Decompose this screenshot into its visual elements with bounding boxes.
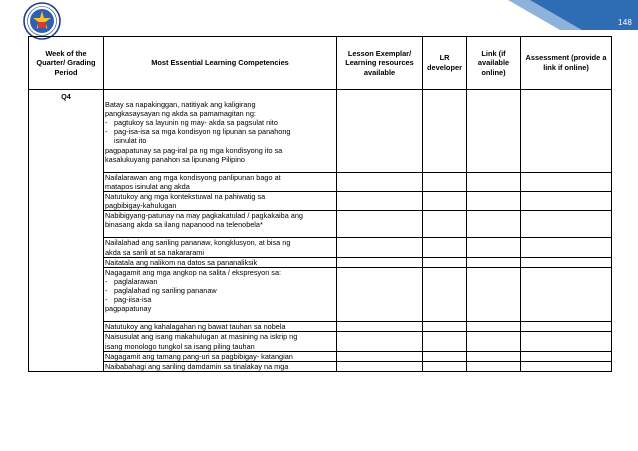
competency-line <box>105 342 335 351</box>
table-row <box>29 90 612 173</box>
empty-cell <box>521 238 612 257</box>
competency-text: Nailalahad ang sariling pananaw, kongklusyon, at bisa ng <box>105 238 291 248</box>
empty-cell <box>521 322 612 332</box>
empty-cell <box>337 238 423 257</box>
empty-cell <box>467 267 521 322</box>
competency-line <box>105 295 335 304</box>
competency-text: Batay sa napakinggan, natitiyak ang kaligirang <box>105 100 256 109</box>
empty-cell <box>423 90 467 173</box>
competency-line <box>105 220 335 237</box>
empty-cell <box>521 332 612 351</box>
competency-line <box>105 268 335 277</box>
empty-cell <box>337 257 423 267</box>
empty-cell <box>337 332 423 351</box>
competency-text: akda sa sarili at sa nakararami <box>105 247 204 257</box>
table-row <box>29 191 612 210</box>
competency-line <box>105 118 335 127</box>
competency-text: Nagagamit ang tamang pang-uri sa pagbibigay- katangian <box>105 351 293 361</box>
column-header-lesson-exemplar: Lesson Exemplar/ Learning resources available <box>337 37 423 90</box>
competency-line <box>105 304 335 321</box>
competency-line <box>105 173 335 182</box>
table-row <box>29 267 612 322</box>
competency-text: kasalukuyang panahon sa lipunang Pilipino <box>105 154 245 164</box>
empty-cell <box>337 90 423 173</box>
empty-cell <box>423 211 467 238</box>
table-row <box>29 322 612 332</box>
empty-cell <box>467 172 521 191</box>
competency-text: pagpapatunay <box>105 304 152 314</box>
competency-line <box>105 362 335 371</box>
empty-cell <box>337 267 423 322</box>
competency-line <box>105 136 335 145</box>
competency-cell <box>104 332 337 351</box>
competency-text: paglalarawan <box>114 276 158 286</box>
empty-cell <box>423 351 467 361</box>
table-row <box>29 361 612 371</box>
table-row <box>29 211 612 238</box>
competency-cell <box>104 90 337 173</box>
competency-cell <box>104 211 337 238</box>
empty-cell <box>521 211 612 238</box>
table-row <box>29 257 612 267</box>
competency-cell <box>104 361 337 371</box>
empty-cell <box>521 351 612 361</box>
table-row <box>29 332 612 351</box>
competency-text: Nailalarawan ang mga kondisyong panlipunan bago at <box>105 172 281 182</box>
bullet-dash: - <box>105 276 108 286</box>
empty-cell <box>521 267 612 322</box>
competency-text: pagtukoy sa layunin ng may- akda sa pagsulat nito <box>114 118 278 128</box>
competency-text: pangkasaysayan ng akda sa pamamagitan ng: <box>105 109 256 119</box>
empty-cell <box>337 211 423 238</box>
column-header-competencies: Most Essential Learning Competencies <box>104 37 337 90</box>
competency-text: pagpapatunay sa pag-iral pa ng mga kondisyong ito sa <box>105 145 283 155</box>
competency-cell <box>104 351 337 361</box>
empty-cell <box>467 332 521 351</box>
competency-cell <box>104 191 337 210</box>
table-row <box>29 238 612 257</box>
empty-cell <box>423 257 467 267</box>
competency-line <box>105 155 335 172</box>
competency-line <box>105 146 335 155</box>
bullet-dash: - <box>105 118 108 128</box>
competency-line <box>105 127 335 136</box>
competency-text: Naisusulat ang isang makahulugan at masining na iskrip ng <box>105 332 298 342</box>
empty-cell <box>467 351 521 361</box>
empty-cell <box>521 257 612 267</box>
empty-cell <box>467 322 521 332</box>
competency-line <box>105 201 335 210</box>
table-row <box>29 172 612 191</box>
empty-cell <box>337 172 423 191</box>
bullet-dash: - <box>105 295 108 305</box>
empty-cell <box>337 361 423 371</box>
competency-line <box>105 248 335 257</box>
column-header-lr-developer: LR developer <box>423 37 467 90</box>
competency-text: isinulat ito <box>114 136 147 146</box>
empty-cell <box>423 332 467 351</box>
competency-cell <box>104 238 337 257</box>
empty-cell <box>423 322 467 332</box>
empty-cell <box>521 191 612 210</box>
competency-line <box>105 322 335 331</box>
deped-seal-logo <box>23 2 61 40</box>
table-header-row <box>29 37 612 90</box>
competency-cell <box>104 172 337 191</box>
competency-cell <box>104 322 337 332</box>
empty-cell <box>423 361 467 371</box>
competency-text: Naibabahagi ang sariling damdamin sa tinalakay na mga <box>105 361 289 371</box>
empty-cell <box>337 191 423 210</box>
empty-cell <box>423 267 467 322</box>
competency-line <box>105 258 335 267</box>
competency-line <box>105 182 335 191</box>
table-body <box>29 90 612 372</box>
table-row <box>29 351 612 361</box>
competency-line <box>105 277 335 286</box>
competency-text: matapos isinulat ang akda <box>105 181 190 191</box>
empty-cell <box>423 172 467 191</box>
competency-line <box>105 352 335 361</box>
competency-text: pag-iisa-isa <box>114 295 152 305</box>
competency-cell <box>104 257 337 267</box>
competency-line <box>105 332 335 341</box>
column-header-link: Link (if available online) <box>467 37 521 90</box>
empty-cell <box>423 191 467 210</box>
competency-text: Naitatala ang nalikom na datos sa pananaliksik <box>105 257 258 267</box>
competency-text: Natutukoy ang mga kontekstuwal na pahiwatig sa <box>105 191 266 201</box>
empty-cell <box>467 361 521 371</box>
column-header-assessment: Assessment (provide a link if online) <box>521 37 612 90</box>
bullet-dash: - <box>105 285 108 295</box>
competency-line <box>105 100 335 109</box>
competency-text: pagbibigay-kahulugan <box>105 201 177 211</box>
column-header-week: Week of the Quarter/ Grading Period <box>29 37 104 90</box>
competency-text: paglalahad ng sariling pananaw <box>114 285 217 295</box>
empty-cell <box>467 90 521 173</box>
empty-cell <box>423 238 467 257</box>
competency-line <box>105 192 335 201</box>
empty-cell <box>467 191 521 210</box>
competency-line <box>105 286 335 295</box>
empty-cell <box>337 322 423 332</box>
competency-line <box>105 211 335 220</box>
competency-text: Nagagamit ang mga angkop na salita / ekspresyon sa: <box>105 267 282 277</box>
competencies-table <box>28 36 612 372</box>
competency-text: isang monologo tungkol sa isang piling tauhan <box>105 341 255 351</box>
competency-cell <box>104 267 337 322</box>
empty-cell <box>467 238 521 257</box>
empty-cell <box>521 361 612 371</box>
empty-cell <box>467 211 521 238</box>
empty-cell <box>467 257 521 267</box>
competency-text: pag-isa-isa sa mga kondisyon ng lipunan sa panahong <box>114 127 291 137</box>
empty-cell <box>337 351 423 361</box>
competency-text: binasang akda sa ilang napanood na telenobela* <box>105 220 263 230</box>
empty-cell <box>521 172 612 191</box>
quarter-cell: Q4 <box>29 90 104 372</box>
competency-line <box>105 109 335 118</box>
competency-text: Nabibigyang-patunay na may pagkakatulad / pagkakaiba ang <box>105 211 303 221</box>
empty-cell <box>521 90 612 173</box>
page-number: 148 <box>618 18 632 27</box>
bullet-dash: - <box>105 127 108 137</box>
competency-line <box>105 238 335 247</box>
competency-text: Natutukoy ang kahalagahan ng bawat tauhan sa nobela <box>105 322 286 332</box>
